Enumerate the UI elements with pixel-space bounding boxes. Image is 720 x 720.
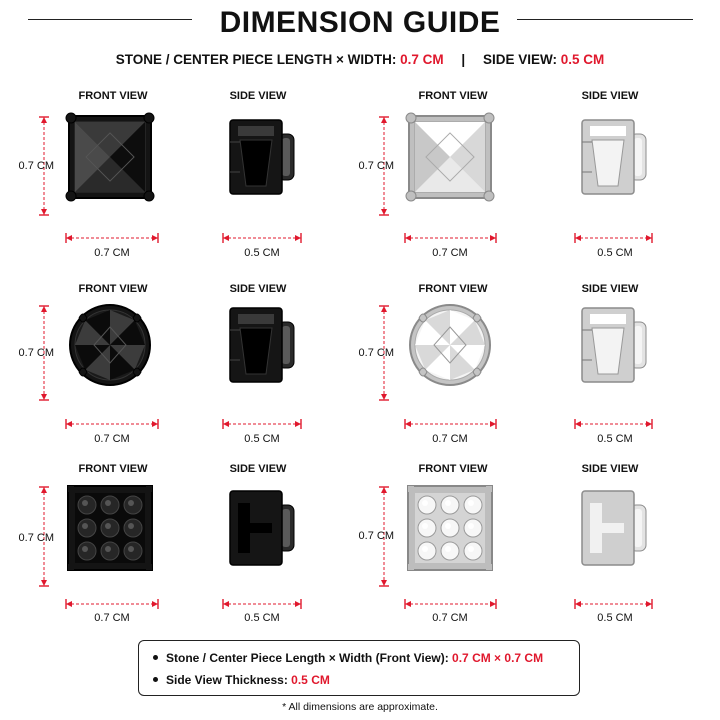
side-dimension-arrow (221, 233, 303, 243)
disclaimer-note: * All dimensions are approximate. (282, 701, 438, 713)
front-view-label: FRONT VIEW (418, 90, 488, 102)
height-dimension-label: 0.7 CM (18, 160, 54, 172)
side-dimension-label: 0.5 CM (244, 433, 280, 445)
height-dimension-label: 0.7 CM (358, 347, 394, 359)
bullet-icon (153, 655, 158, 660)
width-dimension-arrow (403, 419, 498, 429)
subtitle-divider: | (461, 52, 466, 67)
subtitle (0, 52, 720, 67)
side-view-label: SIDE VIEW (581, 283, 639, 295)
page-title: DIMENSION GUIDE (219, 6, 501, 39)
width-dimension-label: 0.7 CM (94, 612, 130, 624)
side-dimension-arrow (573, 599, 654, 609)
stud-side-icon (572, 112, 652, 202)
summary-front-value: 0.7 CM × 0.7 CM (452, 651, 544, 665)
square-clear-stud-icon (405, 112, 495, 202)
side-view-label: SIDE VIEW (229, 283, 287, 295)
side-dimension-arrow (221, 419, 303, 429)
width-dimension-arrow (64, 599, 160, 609)
side-view-label: SIDE VIEW (229, 463, 287, 475)
stud-side-icon (220, 300, 300, 390)
side-dimension-arrow (573, 233, 654, 243)
side-dimension-arrow (221, 599, 303, 609)
stud-side-icon (572, 300, 652, 390)
pave-clear-stud-icon (405, 483, 495, 573)
stud-side-icon (220, 483, 300, 573)
subtitle-stone-label: STONE / CENTER PIECE LENGTH × WIDTH: (115, 52, 397, 67)
width-dimension-arrow (403, 233, 498, 243)
width-dimension-label: 0.7 CM (94, 247, 130, 259)
height-dimension-label: 0.7 CM (358, 160, 394, 172)
width-dimension-label: 0.7 CM (94, 433, 130, 445)
side-dimension-label: 0.5 CM (597, 247, 633, 259)
summary-side-label: Side View Thickness: (166, 673, 288, 687)
width-dimension-label: 0.7 CM (432, 247, 468, 259)
summary-line-front (153, 651, 543, 665)
front-view-label: FRONT VIEW (78, 90, 148, 102)
height-dimension-label: 0.7 CM (18, 532, 54, 544)
width-dimension-arrow (64, 233, 160, 243)
summary-line-side (153, 673, 330, 687)
width-dimension-label: 0.7 CM (432, 433, 468, 445)
height-dimension-label: 0.7 CM (358, 530, 394, 542)
front-view-label: FRONT VIEW (418, 463, 488, 475)
side-view-label: SIDE VIEW (581, 463, 639, 475)
stud-side-icon (572, 483, 652, 573)
height-dimension-label: 0.7 CM (18, 347, 54, 359)
stud-side-icon (220, 112, 300, 202)
pave-black-stud-icon (65, 483, 155, 573)
side-dimension-label: 0.5 CM (244, 247, 280, 259)
round-black-stud-icon (65, 300, 155, 390)
front-view-label: FRONT VIEW (418, 283, 488, 295)
bullet-icon (153, 677, 158, 682)
round-clear-stud-icon (405, 300, 495, 390)
summary-side-value: 0.5 CM (291, 673, 330, 687)
front-view-label: FRONT VIEW (78, 283, 148, 295)
subtitle-side-label: SIDE VIEW: (482, 52, 557, 67)
width-dimension-arrow (64, 419, 160, 429)
side-view-label: SIDE VIEW (581, 90, 639, 102)
summary-box (138, 640, 580, 696)
front-view-label: FRONT VIEW (78, 463, 148, 475)
subtitle-side-value: 0.5 CM (560, 52, 605, 67)
width-dimension-label: 0.7 CM (432, 612, 468, 624)
side-dimension-label: 0.5 CM (244, 612, 280, 624)
side-view-label: SIDE VIEW (229, 90, 287, 102)
side-dimension-arrow (573, 419, 654, 429)
side-dimension-label: 0.5 CM (597, 612, 633, 624)
subtitle-stone-value: 0.7 CM (400, 52, 444, 67)
width-dimension-arrow (403, 599, 498, 609)
summary-front-label: Stone / Center Piece Length × Width (Front View): (166, 651, 449, 665)
side-dimension-label: 0.5 CM (597, 433, 633, 445)
square-black-stud-icon (65, 112, 155, 202)
